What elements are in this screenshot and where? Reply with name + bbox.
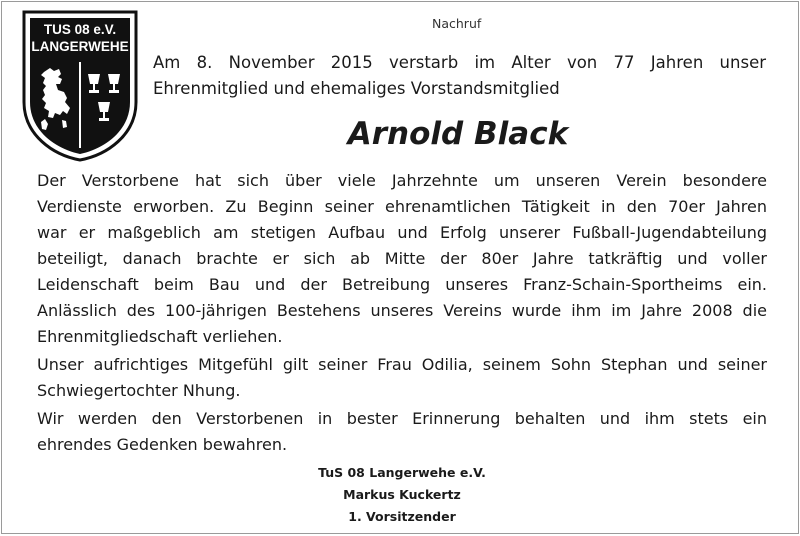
- signature-block: [2, 462, 800, 528]
- text-line: beteiligt, danach brachte er sich ab Mitte der 80er Jahre tatkräftig und voller: [37, 249, 767, 268]
- text-line: Wir werden den Verstorbenen in bester Erinnerung behalten und ihm stets ein: [37, 409, 767, 428]
- text-line: Leidenschaft beim Bau und der Betreibung unseres Franz-Schain-Sportheims ein.: [37, 275, 767, 294]
- paragraph: [37, 168, 767, 350]
- signature-role: 1. Vorsitzender: [348, 509, 456, 524]
- intro-line: Am 8. November 2015 verstarb im Alter von 77 Jahren unser: [153, 53, 766, 72]
- text-line: Ehrenmitgliedschaft verliehen.: [37, 327, 283, 346]
- deceased-name: Arnold Black: [347, 116, 569, 152]
- obituary-body: [37, 168, 767, 460]
- intro-line: Ehrenmitglied und ehemaliges Vorstandsmitglied: [153, 79, 560, 98]
- signature-club: TuS 08 Langerwehe e.V.: [318, 465, 486, 480]
- paragraph: [37, 352, 767, 404]
- text-line: Schwiegertochter Nhung.: [37, 381, 241, 400]
- text-line: Unser aufrichtiges Mitgefühl gilt seiner Frau Odilia, seinem Sohn Stephan und seiner: [37, 355, 767, 374]
- paragraph: [37, 406, 767, 458]
- signature-person: Markus Kuckertz: [343, 487, 461, 502]
- text-line: ehrendes Gedenken bewahren.: [37, 435, 288, 454]
- text-line: Verdienste erworben. Zu Beginn seiner ehrenamtlichen Tätigkeit in den 70er Jahren: [37, 197, 767, 216]
- notice-type-label: Nachruf: [432, 16, 482, 31]
- text-line: war er maßgeblich am stetigen Aufbau und Erfolg unserer Fußball-Jugendabteilung: [37, 223, 767, 242]
- intro-text: [153, 50, 766, 102]
- text-line: Der Verstorbene hat sich über viele Jahrzehnte um unseren Verein besondere: [37, 171, 767, 190]
- logo-text-line1: TUS 08 e.V.: [43, 22, 117, 37]
- text-line: Anlässlich des 100-jährigen Bestehens unseres Vereins wurde ihm im Jahre 2008 die: [37, 301, 767, 320]
- obituary-notice: [1, 1, 799, 534]
- logo-text-line2: LANGERWEHE: [31, 39, 129, 54]
